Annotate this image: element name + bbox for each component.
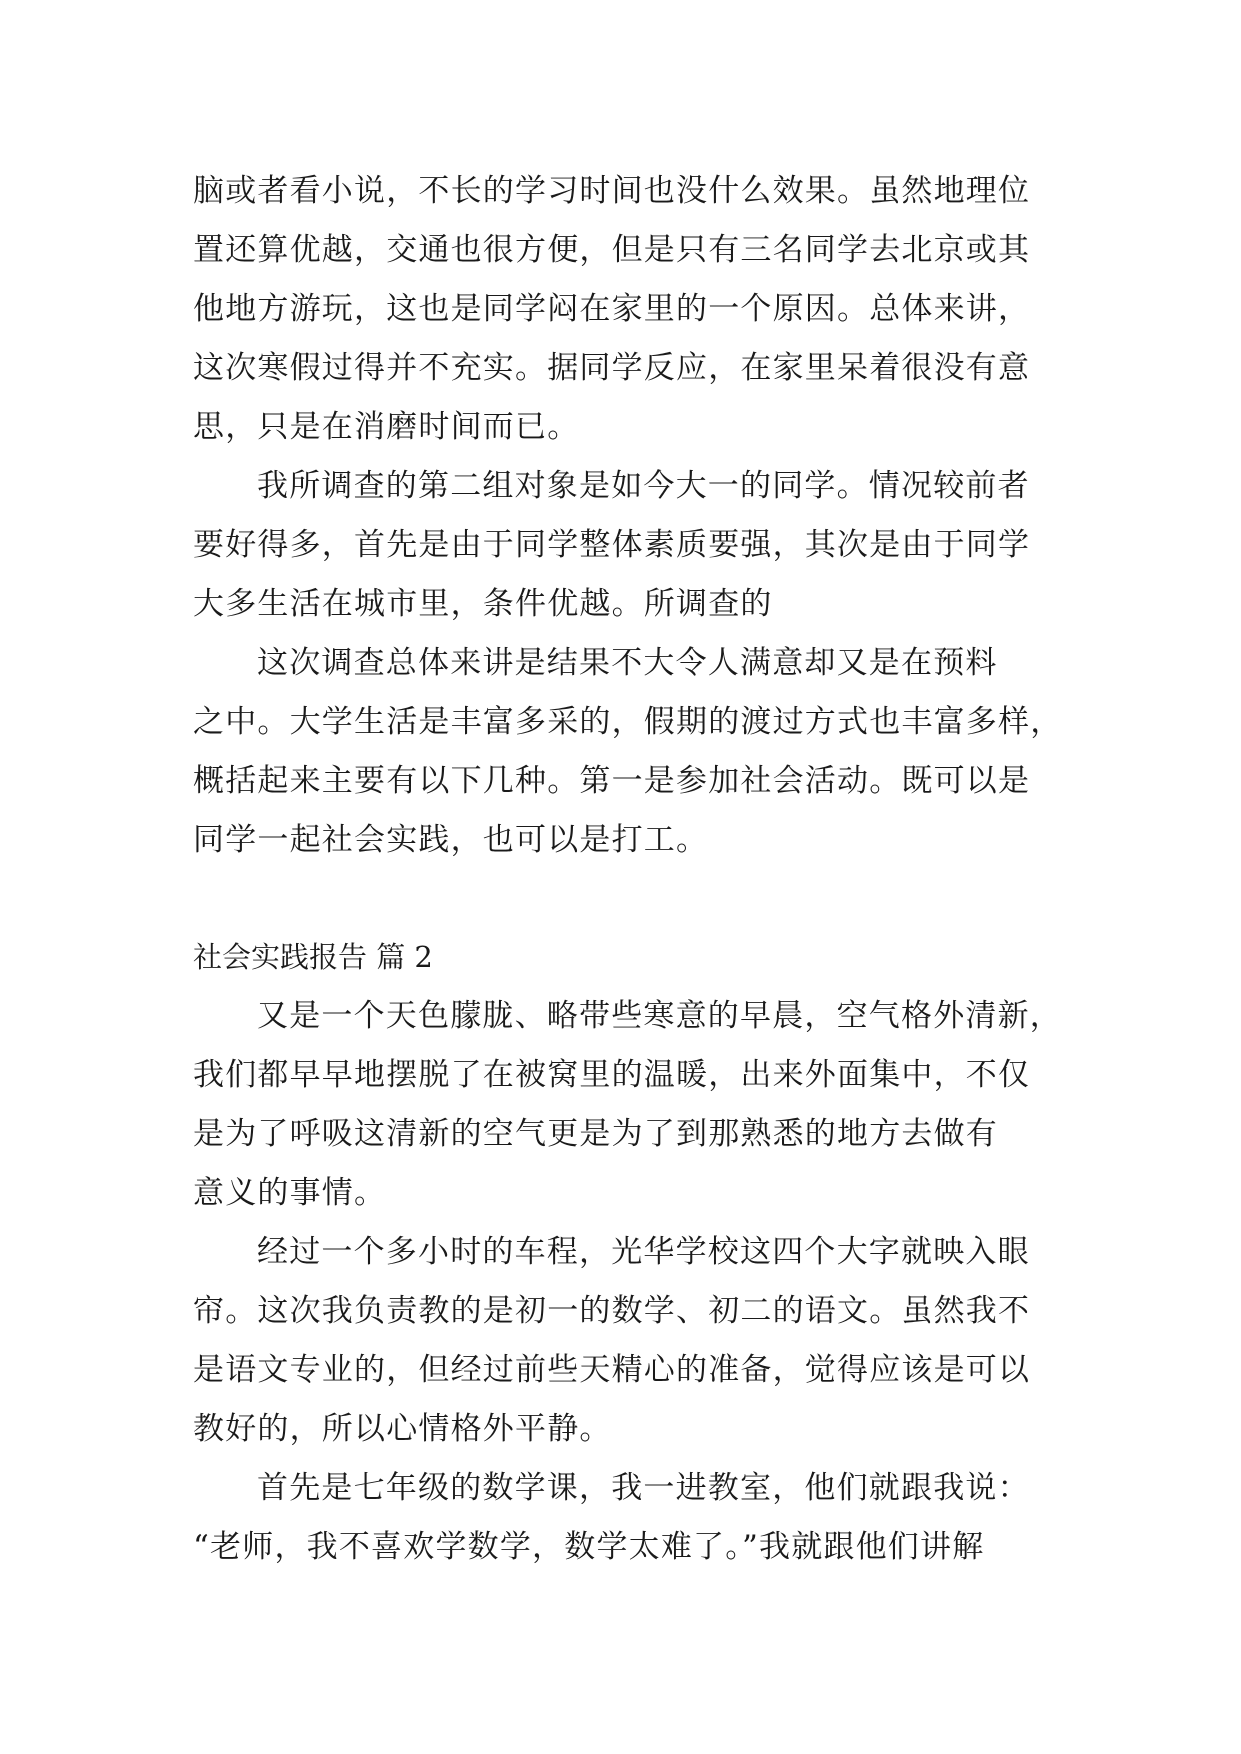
section-spacer [193, 870, 1055, 928]
text-line: 我所调查的第二组对象是如今大一的同学。情况较前者 [257, 468, 1030, 504]
text-line: 脑或者看小说，不长的学习时间也没什么效果。虽然地理位 [193, 173, 1031, 209]
paragraph [193, 1459, 1055, 1577]
text-line: 首先是七年级的数学课，我一进教室，他们就跟我说： [257, 1470, 1030, 1506]
text-line: 这次寒假过得并不充实。据同学反应，在家里呆着很没有意 [193, 350, 1031, 386]
text-line: 经过一个多小时的车程，光华学校这四个大字就映入眼 [257, 1234, 1030, 1270]
section-2 [193, 928, 1062, 1577]
paragraph [193, 987, 1062, 1223]
document-page [193, 162, 1063, 1577]
text-line: 同学一起社会实践，也可以是打工。 [193, 822, 709, 858]
text-line: 帘。这次我负责教的是初一的数学、初二的语文。虽然我不 [193, 1293, 1031, 1329]
text-line: 是语文专业的，但经过前些天精心的准备，觉得应该是可以 [193, 1352, 1031, 1388]
paragraph [193, 1223, 1055, 1459]
paragraph [193, 457, 1055, 634]
section-heading: 社会实践报告 篇 2 [193, 940, 433, 974]
text-line: 教好的，所以心情格外平静。 [193, 1411, 612, 1447]
paragraph [193, 634, 1063, 870]
text-line: 概括起来主要有以下几种。第一是参加社会活动。既可以是 [193, 763, 1031, 799]
text-line: 他地方游玩，这也是同学闷在家里的一个原因。总体来讲， [193, 291, 1031, 327]
text-line: 这次调查总体来讲是结果不大令人满意却又是在预料 [257, 645, 998, 681]
text-line: 置还算优越，交通也很方便，但是只有三名同学去北京或其 [193, 232, 1031, 268]
text-line: “老师，我不喜欢学数学，数学太难了。”我就跟他们讲解 [193, 1529, 985, 1565]
text-line: 意义的事情。 [193, 1175, 387, 1211]
text-line: 思，只是在消磨时间而已。 [193, 409, 580, 445]
paragraph [193, 162, 1055, 457]
text-line: 又是一个天色朦胧、略带些寒意的早晨，空气格外清新， [257, 998, 1062, 1034]
section-1 [193, 162, 1063, 870]
text-line: 是为了呼吸这清新的空气更是为了到那熟悉的地方去做有 [193, 1116, 998, 1152]
text-line: 要好得多，首先是由于同学整体素质要强，其次是由于同学 [193, 527, 1031, 563]
text-line: 大多生活在城市里，条件优越。所调查的 [193, 586, 773, 622]
text-line: 之中。大学生活是丰富多采的，假期的渡过方式也丰富多样， [193, 704, 1063, 740]
text-line: 我们都早早地摆脱了在被窝里的温暖，出来外面集中，不仅 [193, 1057, 1031, 1093]
